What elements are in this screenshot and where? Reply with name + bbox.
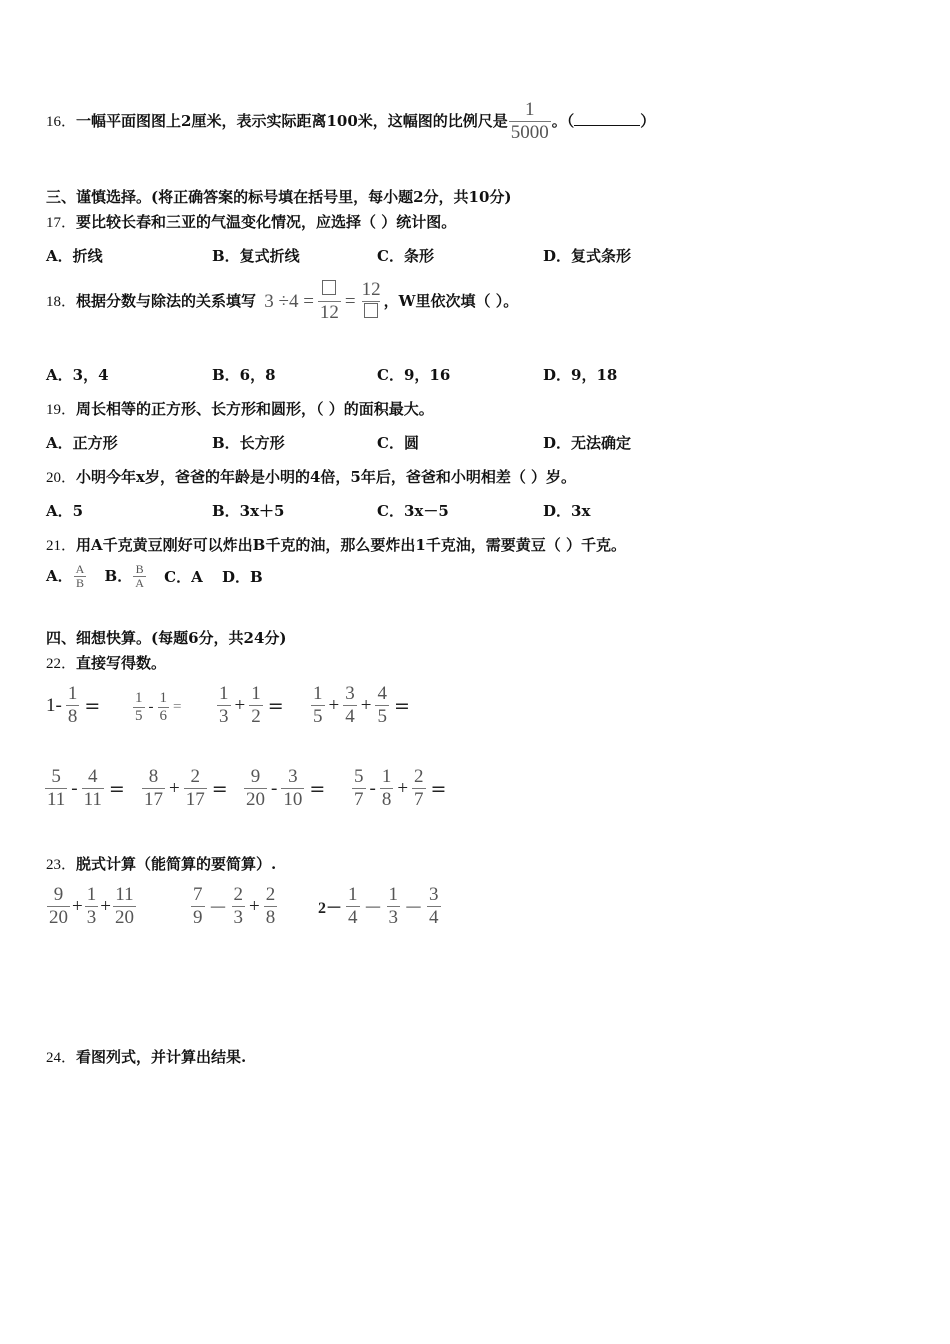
question-18: 18．根据分数与除法的关系填写 3 ÷4 = 12 = 12 ，W里依次填（ ）。: [46, 279, 519, 323]
option-a[interactable]: A．正方形: [46, 434, 118, 452]
question-22: 22．直接写得数。: [46, 654, 167, 672]
section-3-title: 三、谨慎选择。(将正确答案的标号填在括号里，每小题2分，共10分): [46, 188, 512, 206]
answer-blank[interactable]: [574, 111, 640, 126]
option-d[interactable]: D．9，18: [543, 366, 618, 384]
option-d[interactable]: D．3x: [543, 502, 591, 520]
q21-options: [46, 563, 263, 591]
option-a[interactable]: A． $\frac{A}{B}$: [46, 562, 85, 591]
expr-6: $\frac{8}{17}$ + $\frac{2}{17}$ =: [144, 766, 228, 810]
option-d[interactable]: D．复式条形: [543, 247, 632, 265]
question-20: 20．小明今年x岁，爸爸的年龄是小明的4倍，5年后，爸爸和小明相差（ ）岁。: [46, 468, 577, 486]
option-a[interactable]: A．3，4: [46, 366, 109, 384]
option-c[interactable]: C．条形: [377, 247, 434, 265]
question-17: 17．要比较长春和三亚的气温变化情况，应选择（ ）统计图。: [46, 213, 457, 231]
question-number: 16．: [46, 113, 77, 130]
option-d[interactable]: D．无法确定: [543, 434, 632, 452]
expr-5: $\frac{5}{11}$ - $\frac{4}{11}$ =: [47, 766, 125, 810]
question-24: 24．看图列式，并计算出结果.: [46, 1048, 247, 1066]
option-a[interactable]: A．5: [46, 502, 84, 520]
expr-2: $\frac{1}{5}$ - $\frac{1}{6}$ =: [135, 690, 182, 724]
option-d[interactable]: D．B: [221, 568, 263, 587]
option-c[interactable]: C．圆: [377, 434, 419, 452]
expr-9: $\frac{9}{20}$ + $\frac{1}{3}$ + $\frac{11}{20}$: [49, 884, 134, 928]
expr-8: $\frac{5}{7}$ - $\frac{1}{8}$ + $\frac{2}{7}$ =: [354, 766, 447, 810]
question-16: 16．一幅平面图图上2厘米，表示实际距离100米，这幅图的比例尺是 $\frac{1}{5000}$ 。（ ）: [46, 99, 656, 143]
fraction-12-over-blank: 12: [360, 280, 383, 324]
division-expression: 3 ÷4 =: [264, 290, 314, 312]
question-21: 21．用A千克黄豆刚好可以炸出B千克的油，那么要炸出1千克油，需要黄豆（ ）千克。: [46, 536, 626, 554]
expr-7: $\frac{9}{20}$ - $\frac{3}{10}$ =: [246, 766, 326, 810]
blank-box[interactable]: [322, 280, 336, 295]
expr-4: $\frac{1}{5}$ + $\frac{3}{4}$ + $\frac{4}{5}$ =: [313, 683, 410, 727]
scale-fraction: $\frac{1}{5000}$: [510, 99, 549, 143]
option-a[interactable]: A．折线: [46, 247, 103, 265]
option-b[interactable]: B． $\frac{B}{A}$: [104, 562, 144, 591]
question-23: 23．脱式计算（能简算的要简算）.: [46, 855, 277, 873]
option-b[interactable]: B．3x＋5: [212, 502, 285, 520]
expr-10: $\frac{7}{9}$ － $\frac{2}{3}$ + $\frac{2}{8}$: [193, 884, 276, 928]
expr-3: $\frac{1}{3}$ + $\frac{1}{2}$ =: [219, 683, 284, 727]
fraction-blank-over-12: 12: [318, 280, 341, 324]
option-c[interactable]: C．9，16: [377, 366, 451, 384]
question-19: 19．周长相等的正方形、长方形和圆形，（ ）的面积最大。: [46, 400, 434, 418]
blank-box[interactable]: [364, 303, 378, 318]
option-b[interactable]: B．长方形: [212, 434, 285, 452]
option-c[interactable]: C．A: [164, 568, 203, 587]
expr-1: 1- $\frac{1}{8}$ =: [46, 683, 101, 727]
question-text: 一幅平面图图上2厘米，表示实际距离100米，这幅图的比例尺是: [76, 111, 508, 130]
section-4-title: 四、细想快算。(每题6分，共24分): [46, 629, 287, 647]
option-c[interactable]: C．3x－5: [377, 502, 449, 520]
expr-11: 2－ $\frac{1}{4}$ － $\frac{1}{3}$ － $\frac{3}{4}$: [318, 884, 439, 928]
option-b[interactable]: B．6，8: [212, 366, 276, 384]
option-b[interactable]: B．复式折线: [212, 247, 300, 265]
